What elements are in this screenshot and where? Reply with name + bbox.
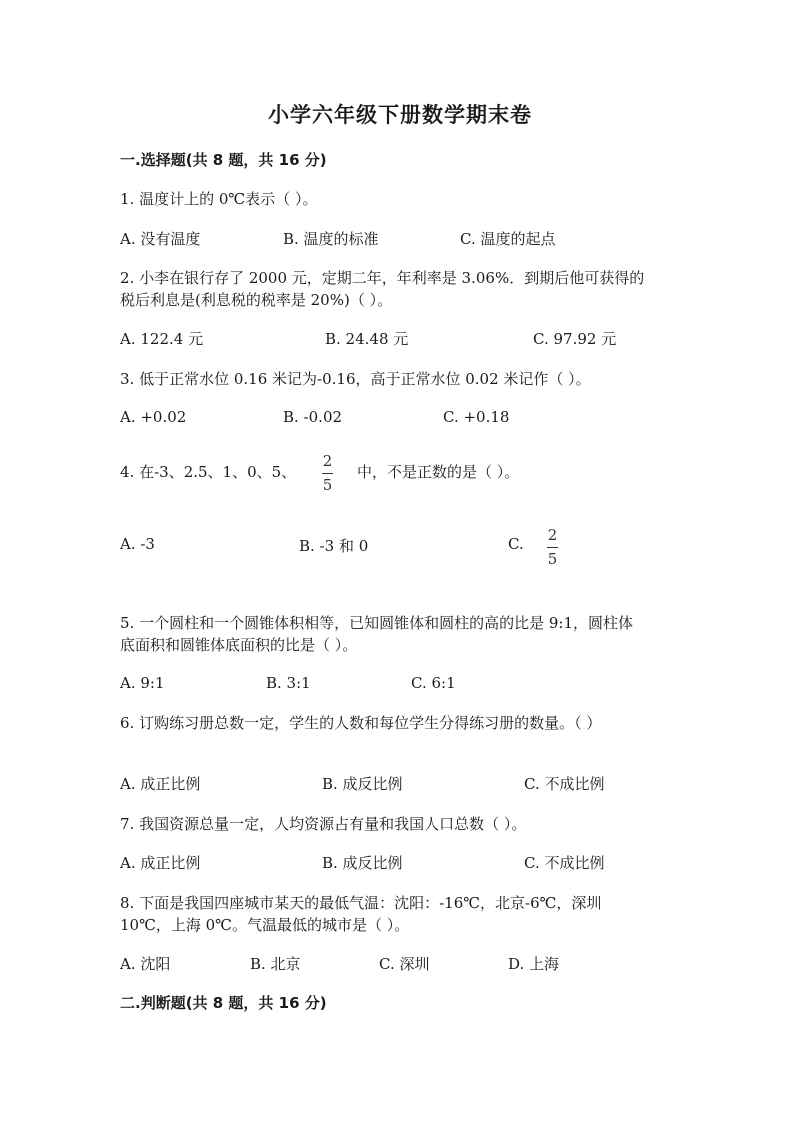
q4-option-c: C. — [508, 535, 524, 553]
q5-option-a: A. 9:1 — [120, 674, 165, 692]
q4-fraction-numerator: 2 — [322, 452, 333, 470]
q8-option-d: D. 上海 — [508, 955, 560, 973]
fraction-bar — [547, 547, 558, 548]
question-2-line-1: 2. 小李在银行存了 2000 元，定期二年，年利率是 3.06%．到期后他可获得的 — [120, 269, 645, 287]
q8-option-a: A. 沈阳 — [120, 955, 171, 973]
question-5-line-1: 5. 一个圆柱和一个圆锥体积相等，已知圆锥体和圆柱的高的比是 9:1，圆柱体 — [120, 614, 633, 632]
question-7-text: 7. 我国资源总量一定，人均资源占有量和我国人口总数（ ）。 — [120, 815, 527, 833]
q4-option-c-denominator: 5 — [547, 550, 558, 568]
q8-option-c: C. 深圳 — [379, 955, 430, 973]
question-3-text: 3. 低于正常水位 0.16 米记为-0.16，高于正常水位 0.02 米记作（ ）。 — [120, 370, 591, 388]
q2-option-a: A. 122.4 元 — [120, 330, 204, 348]
q7-option-c: C. 不成比例 — [524, 854, 605, 872]
question-6-text: 6. 订购练习册总数一定，学生的人数和每位学生分得练习册的数量。（ ） — [120, 714, 602, 732]
q7-option-a: A. 成正比例 — [120, 854, 201, 872]
q1-option-b: B. 温度的标准 — [283, 230, 379, 248]
q4-option-b: B. -3 和 0 — [299, 537, 369, 555]
question-5-line-2: 底面积和圆锥体底面积的比是（ ）。 — [120, 636, 358, 654]
q3-option-b: B. -0.02 — [283, 408, 343, 426]
q3-option-c: C. +0.18 — [443, 408, 510, 426]
q2-option-c: C. 97.92 元 — [533, 330, 617, 348]
q4-option-a: A. -3 — [120, 535, 155, 553]
q1-option-c: C. 温度的起点 — [460, 230, 556, 248]
question-2-line-2: 税后利息是(利息税的税率是 20%)（ ）。 — [120, 291, 393, 309]
q4-option-c-fraction — [547, 526, 558, 568]
q2-option-b: B. 24.48 元 — [325, 330, 409, 348]
section-heading-judgment: 二.判断题(共 8 题，共 16 分) — [120, 994, 327, 1012]
fraction-bar — [322, 473, 333, 474]
q4-option-c-numerator: 2 — [547, 526, 558, 544]
question-8-line-1: 8. 下面是我国四座城市某天的最低气温：沈阳：-16℃，北京-6℃，深圳 — [120, 894, 602, 912]
q7-option-b: B. 成反比例 — [322, 854, 403, 872]
q3-option-a: A. +0.02 — [120, 408, 187, 426]
q5-option-b: B. 3:1 — [266, 674, 311, 692]
q4-fraction-denominator: 5 — [322, 476, 333, 494]
page-title: 小学六年级下册数学期末卷 — [268, 102, 532, 127]
question-1-text: 1. 温度计上的 0℃表示（ ）。 — [120, 190, 318, 208]
question-8-line-2: 10℃，上海 0℃。气温最低的城市是（ ）。 — [120, 916, 410, 934]
q6-option-b: B. 成反比例 — [322, 775, 403, 793]
section-heading-choice: 一.选择题(共 8 题，共 16 分) — [120, 151, 327, 169]
question-4-text-before: 4. 在-3、2.5、1、0、5、 — [120, 463, 297, 481]
q1-option-a: A. 没有温度 — [120, 230, 201, 248]
q5-option-c: C. 6:1 — [411, 674, 456, 692]
question-4-text-after: 中，不是正数的是（ ）。 — [357, 463, 520, 481]
q6-option-c: C. 不成比例 — [524, 775, 605, 793]
q4-fraction — [322, 452, 333, 494]
q8-option-b: B. 北京 — [250, 955, 301, 973]
q6-option-a: A. 成正比例 — [120, 775, 201, 793]
